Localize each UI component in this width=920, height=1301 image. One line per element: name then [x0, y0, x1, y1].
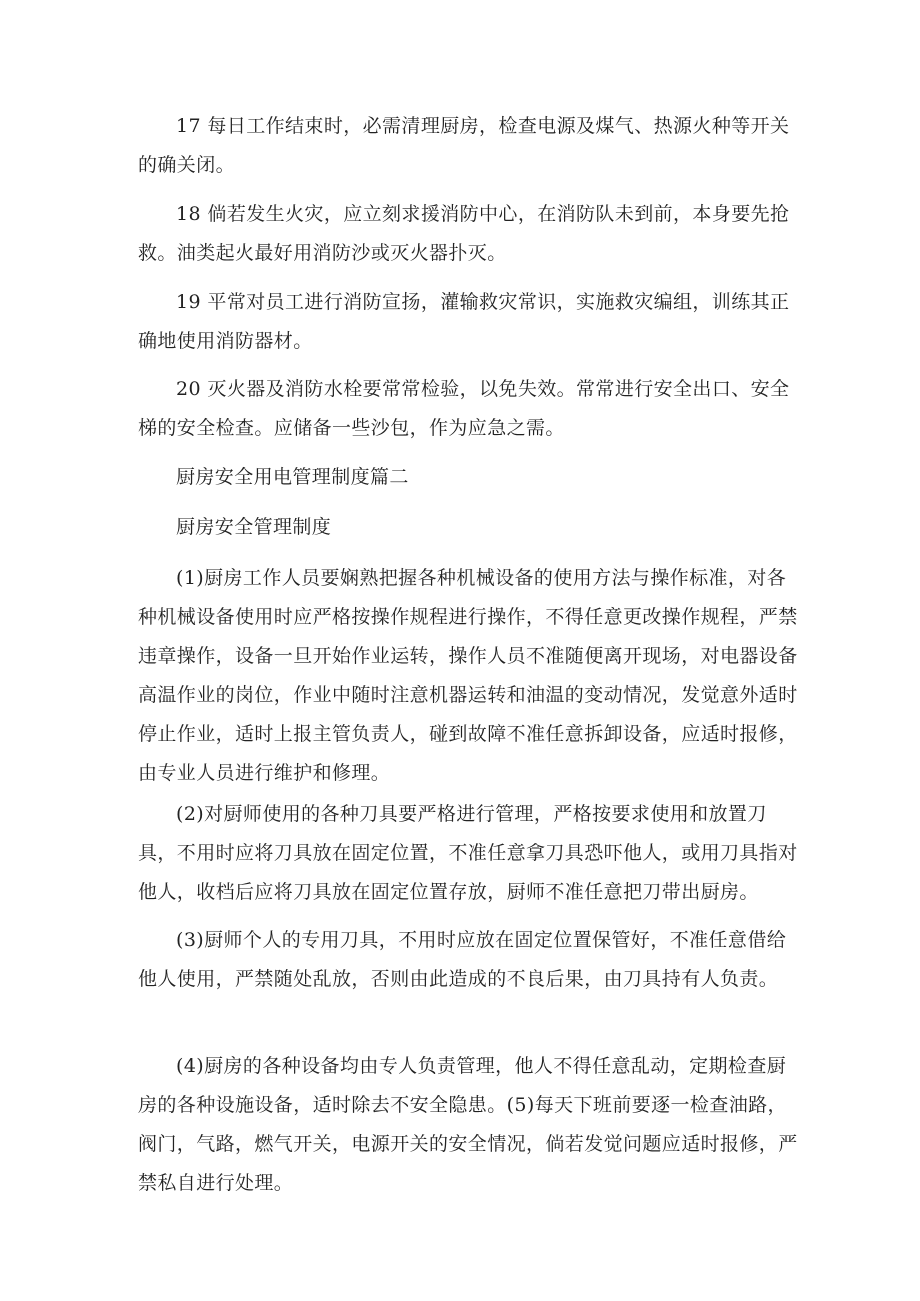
rule-3: (3)厨师个人的专用刀具，不用时应放在固定位置保管好，不准任意借给他人使用，严禁随处乱放，否则由此造成的不良后果，由刀具持有人负责。 — [138, 929, 787, 990]
paragraph-19: 19 平常对员工进行消防宣扬，灌输救灾常识，实施救灾编组，训练其正确地使用消防器材。 — [138, 291, 790, 352]
paragraph-20: 20 灭火器及消防水栓要常常检验，以免失效。常常进行安全出口、安全梯的安全检查。应储备一些沙包，作为应急之需。 — [138, 378, 790, 439]
rule-4-5: (4)厨房的各种设备均由专人负责管理，他人不得任意乱动，定期检查厨房的各种设施设备，适时除去不安全隐患。(5)每天下班前要逐一检查油路，阀门，气路，燃气开关，电源开关的安全情况，倘若发觉问题应适时报修，严禁私自进行处理。 — [138, 1055, 798, 1194]
rule-1: (1)厨房工作人员要娴熟把握各种机械设备的使用方法与操作标准，对各种机械设备使用时应严格按操作规程进行操作，不得任意更改操作规程，严禁违章操作，设备一旦开始作业运转，操作人员不准随便离开现场，对电器设备高温作业的岗位，作业中随时注意机器运转和油温的变动情况，发觉意外适时停止作业，适时上报主管负责人，碰到故障不准任意拆卸设备，应适时报修，由专业人员进行维护和修理。 — [138, 567, 798, 784]
paragraph-18: 18 倘若发生火灾，应立刻求援消防中心，在消防队未到前，本身要先抢救。油类起火最好用消防沙或灭火器扑灭。 — [138, 203, 790, 264]
section-heading: 厨房安全用电管理制度篇二 — [176, 466, 409, 488]
section-subheading: 厨房安全管理制度 — [176, 516, 332, 538]
rule-2: (2)对厨师使用的各种刀具要严格进行管理，严格按要求使用和放置刀具，不用时应将刀具放在固定位置，不准任意拿刀具恐吓他人，或用刀具指对他人，收档后应将刀具放在固定位置存放，厨师不准任意把刀带出厨房。 — [138, 803, 798, 903]
paragraph-17: 17 每日工作结束时，必需清理厨房，检查电源及煤气、热源火种等开关的确关闭。 — [138, 115, 790, 176]
